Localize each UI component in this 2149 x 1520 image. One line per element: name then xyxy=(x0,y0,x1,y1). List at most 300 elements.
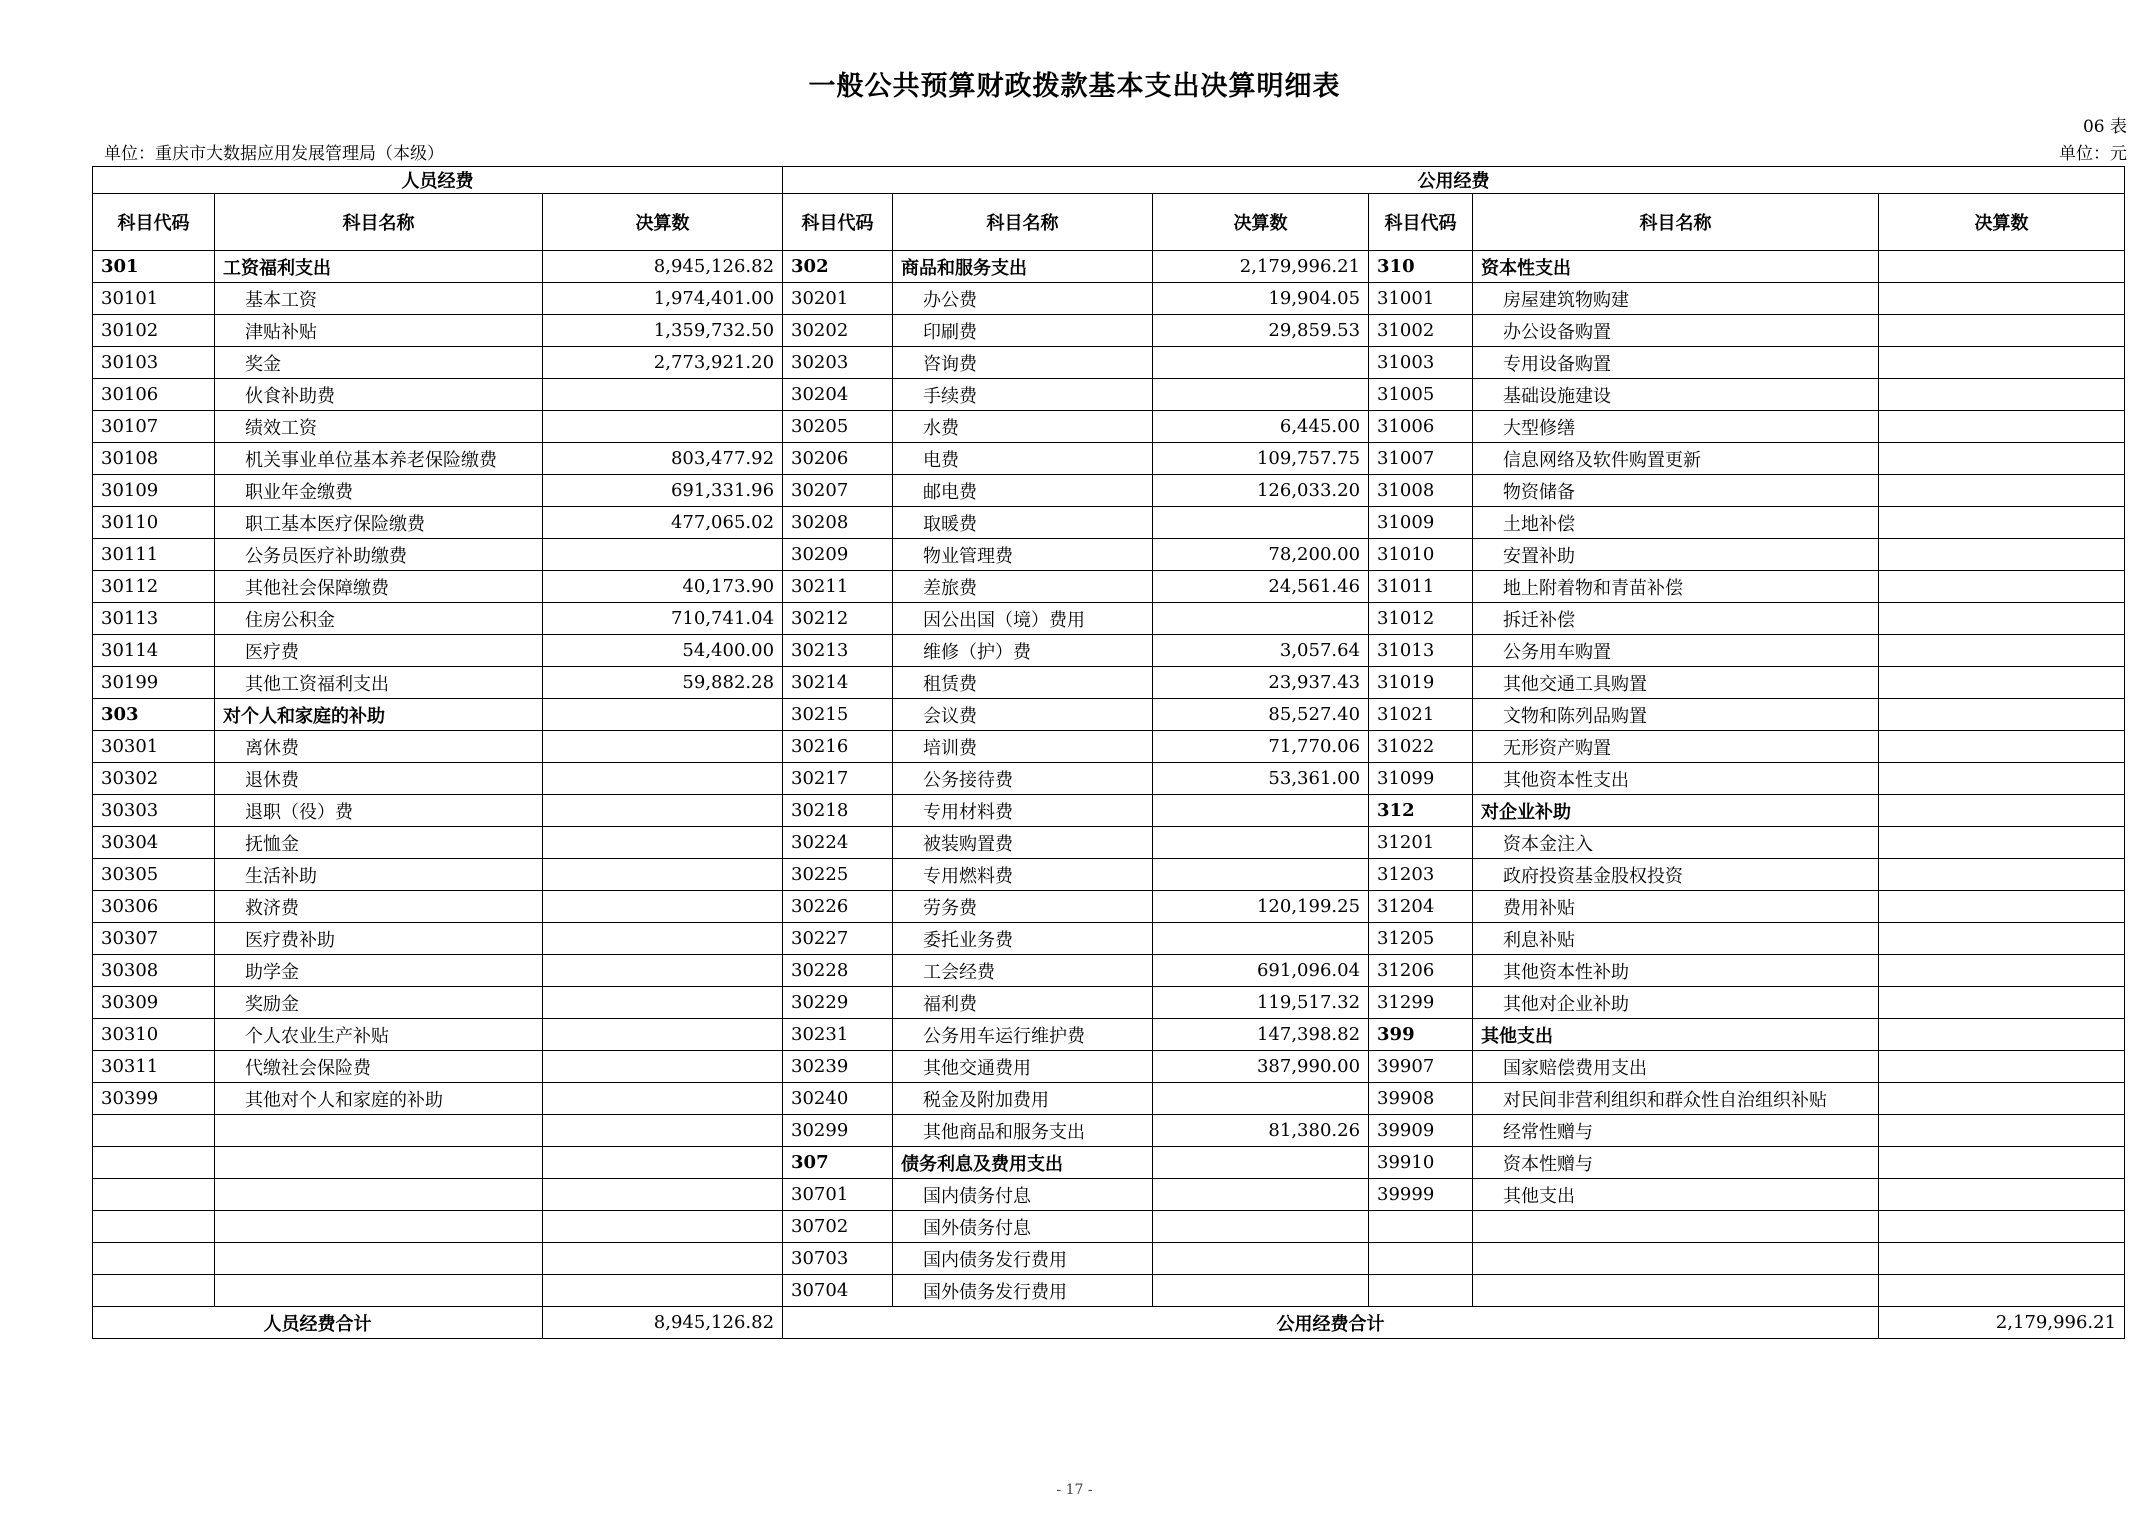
amount xyxy=(1153,1083,1369,1115)
amount: 40,173.90 xyxy=(543,571,783,603)
amount xyxy=(1879,827,2125,859)
subject-name: 房屋建筑物购建 xyxy=(1473,283,1879,315)
table-row xyxy=(93,1051,2125,1083)
subject-name: 其他工资福利支出 xyxy=(215,667,543,699)
subject-code: 30103 xyxy=(93,347,215,379)
table-row xyxy=(93,1115,2125,1147)
column-header-code: 科目代码 xyxy=(783,194,893,251)
amount xyxy=(543,731,783,763)
subject-name: 国外债务付息 xyxy=(893,1211,1153,1243)
table-row xyxy=(93,987,2125,1019)
column-header-code: 科目代码 xyxy=(93,194,215,251)
subject-code: 30204 xyxy=(783,379,893,411)
subject-name: 委托业务费 xyxy=(893,923,1153,955)
subject-name: 奖励金 xyxy=(215,987,543,1019)
subject-name: 福利费 xyxy=(893,987,1153,1019)
subject-code: 30107 xyxy=(93,411,215,443)
amount: 126,033.20 xyxy=(1153,475,1369,507)
subject-name: 抚恤金 xyxy=(215,827,543,859)
subject-name xyxy=(215,1179,543,1211)
table-row xyxy=(93,1083,2125,1115)
amount: 71,770.06 xyxy=(1153,731,1369,763)
page-number: - 17 - xyxy=(1056,1482,1093,1498)
column-header-amount: 决算数 xyxy=(1153,194,1369,251)
amount: 147,398.82 xyxy=(1153,1019,1369,1051)
amount: 8,945,126.82 xyxy=(543,251,783,283)
table-row xyxy=(93,571,2125,603)
subject-code: 30205 xyxy=(783,411,893,443)
amount: 54,400.00 xyxy=(543,635,783,667)
subject-name: 利息补贴 xyxy=(1473,923,1879,955)
subject-code: 31001 xyxy=(1369,283,1473,315)
group-header-personnel: 人员经费 xyxy=(93,167,783,194)
subject-code: 30108 xyxy=(93,443,215,475)
subject-code: 39909 xyxy=(1369,1115,1473,1147)
subject-code: 30112 xyxy=(93,571,215,603)
subject-name: 离休费 xyxy=(215,731,543,763)
subject-code: 30701 xyxy=(783,1179,893,1211)
amount xyxy=(543,763,783,795)
subject-code: 31003 xyxy=(1369,347,1473,379)
subject-name: 地上附着物和青苗补偿 xyxy=(1473,571,1879,603)
amount xyxy=(543,891,783,923)
subject-name: 拆迁补偿 xyxy=(1473,603,1879,635)
amount xyxy=(1879,955,2125,987)
amount xyxy=(1153,1243,1369,1275)
amount xyxy=(1879,699,2125,731)
column-header-amount: 决算数 xyxy=(1879,194,2125,251)
subject-name: 其他对企业补助 xyxy=(1473,987,1879,1019)
subject-code xyxy=(93,1147,215,1179)
subject-code xyxy=(93,1211,215,1243)
amount xyxy=(543,539,783,571)
subject-name: 经常性赠与 xyxy=(1473,1115,1879,1147)
subject-name xyxy=(215,1243,543,1275)
subject-code: 30308 xyxy=(93,955,215,987)
table-row xyxy=(93,635,2125,667)
subject-code: 302 xyxy=(783,251,893,283)
amount xyxy=(1879,379,2125,411)
subject-code: 39999 xyxy=(1369,1179,1473,1211)
subject-code: 399 xyxy=(1369,1019,1473,1051)
amount xyxy=(543,1147,783,1179)
subject-code: 31011 xyxy=(1369,571,1473,603)
table-row xyxy=(93,891,2125,923)
subject-code: 30309 xyxy=(93,987,215,1019)
subject-code: 30226 xyxy=(783,891,893,923)
subject-code: 30201 xyxy=(783,283,893,315)
amount xyxy=(1879,1179,2125,1211)
subject-name: 国内债务发行费用 xyxy=(893,1243,1153,1275)
table-row xyxy=(93,1275,2125,1307)
subject-code: 30207 xyxy=(783,475,893,507)
subject-name: 医疗费补助 xyxy=(215,923,543,955)
subject-code: 31002 xyxy=(1369,315,1473,347)
subject-code: 30228 xyxy=(783,955,893,987)
subject-code: 31022 xyxy=(1369,731,1473,763)
table-row xyxy=(93,251,2125,283)
amount: 119,517.32 xyxy=(1153,987,1369,1019)
subject-name xyxy=(215,1211,543,1243)
subject-name: 住房公积金 xyxy=(215,603,543,635)
subject-name: 资本性支出 xyxy=(1473,251,1879,283)
subject-code: 31099 xyxy=(1369,763,1473,795)
subject-name: 国内债务付息 xyxy=(893,1179,1153,1211)
table-row xyxy=(93,731,2125,763)
table-row xyxy=(93,1019,2125,1051)
amount xyxy=(1879,763,2125,795)
table-row xyxy=(93,411,2125,443)
subject-name: 大型修缮 xyxy=(1473,411,1879,443)
subject-code xyxy=(93,1179,215,1211)
subject-code xyxy=(1369,1275,1473,1307)
amount xyxy=(1153,507,1369,539)
amount xyxy=(1879,443,2125,475)
amount xyxy=(1879,507,2125,539)
table-row xyxy=(93,539,2125,571)
amount: 120,199.25 xyxy=(1153,891,1369,923)
subject-name: 津贴补贴 xyxy=(215,315,543,347)
table-row xyxy=(93,283,2125,315)
subject-name: 费用补贴 xyxy=(1473,891,1879,923)
subject-code: 30199 xyxy=(93,667,215,699)
subject-code xyxy=(93,1275,215,1307)
amount xyxy=(543,987,783,1019)
table-row xyxy=(93,923,2125,955)
amount xyxy=(543,859,783,891)
subject-name: 取暖费 xyxy=(893,507,1153,539)
subject-name: 其他交通费用 xyxy=(893,1051,1153,1083)
subject-name: 信息网络及软件购置更新 xyxy=(1473,443,1879,475)
amount xyxy=(543,1243,783,1275)
subject-code: 30307 xyxy=(93,923,215,955)
amount xyxy=(1153,1179,1369,1211)
amount xyxy=(1879,347,2125,379)
amount xyxy=(1153,1147,1369,1179)
amount xyxy=(1153,603,1369,635)
subject-code: 30299 xyxy=(783,1115,893,1147)
subject-name: 绩效工资 xyxy=(215,411,543,443)
subject-name: 对个人和家庭的补助 xyxy=(215,699,543,731)
subject-code: 31204 xyxy=(1369,891,1473,923)
subject-name: 办公设备购置 xyxy=(1473,315,1879,347)
table-row xyxy=(93,507,2125,539)
subject-name: 商品和服务支出 xyxy=(893,251,1153,283)
subject-code: 31012 xyxy=(1369,603,1473,635)
amount: 59,882.28 xyxy=(543,667,783,699)
amount xyxy=(543,827,783,859)
subject-name: 劳务费 xyxy=(893,891,1153,923)
table-row xyxy=(93,1179,2125,1211)
subject-name: 生活补助 xyxy=(215,859,543,891)
subject-name xyxy=(215,1275,543,1307)
subject-code: 303 xyxy=(93,699,215,731)
amount xyxy=(1879,987,2125,1019)
subject-code: 30304 xyxy=(93,827,215,859)
amount xyxy=(1879,1147,2125,1179)
amount xyxy=(1153,1211,1369,1243)
subject-name: 救济费 xyxy=(215,891,543,923)
subject-name: 公务员医疗补助缴费 xyxy=(215,539,543,571)
subject-name: 资本金注入 xyxy=(1473,827,1879,859)
subject-code: 30216 xyxy=(783,731,893,763)
subject-code: 31201 xyxy=(1369,827,1473,859)
subject-name xyxy=(215,1115,543,1147)
table-row xyxy=(93,1211,2125,1243)
subject-code: 30212 xyxy=(783,603,893,635)
subject-name: 职工基本医疗保险缴费 xyxy=(215,507,543,539)
amount xyxy=(1879,667,2125,699)
subject-name: 伙食补助费 xyxy=(215,379,543,411)
unit-currency: 单位：元 xyxy=(2059,144,2127,164)
subject-code: 30215 xyxy=(783,699,893,731)
table-row xyxy=(93,699,2125,731)
table-row xyxy=(93,827,2125,859)
subject-code: 31021 xyxy=(1369,699,1473,731)
amount: 3,057.64 xyxy=(1153,635,1369,667)
subject-name: 代缴社会保险费 xyxy=(215,1051,543,1083)
subject-code: 30703 xyxy=(783,1243,893,1275)
subject-name: 差旅费 xyxy=(893,571,1153,603)
subject-code: 30310 xyxy=(93,1019,215,1051)
amount xyxy=(543,1275,783,1307)
subject-name: 其他资本性补助 xyxy=(1473,955,1879,987)
table-row xyxy=(93,475,2125,507)
amount xyxy=(543,1083,783,1115)
subject-code: 30306 xyxy=(93,891,215,923)
subject-code xyxy=(1369,1243,1473,1275)
amount xyxy=(1879,635,2125,667)
subject-code: 30109 xyxy=(93,475,215,507)
subject-name: 其他资本性支出 xyxy=(1473,763,1879,795)
subject-name: 其他社会保障缴费 xyxy=(215,571,543,603)
subject-name: 培训费 xyxy=(893,731,1153,763)
amount xyxy=(1153,1275,1369,1307)
subject-code: 310 xyxy=(1369,251,1473,283)
subject-name: 债务利息及费用支出 xyxy=(893,1147,1153,1179)
public-total-label: 公用经费合计 xyxy=(783,1307,1879,1339)
amount xyxy=(1153,795,1369,827)
amount xyxy=(1879,859,2125,891)
amount: 85,527.40 xyxy=(1153,699,1369,731)
subject-name: 其他支出 xyxy=(1473,1019,1879,1051)
subject-code: 30399 xyxy=(93,1083,215,1115)
subject-code: 30217 xyxy=(783,763,893,795)
subject-name: 资本性赠与 xyxy=(1473,1147,1879,1179)
amount: 2,773,921.20 xyxy=(543,347,783,379)
subject-code: 30227 xyxy=(783,923,893,955)
subject-code: 30303 xyxy=(93,795,215,827)
amount: 2,179,996.21 xyxy=(1153,251,1369,283)
subject-name: 退休费 xyxy=(215,763,543,795)
amount: 1,359,732.50 xyxy=(543,315,783,347)
amount xyxy=(543,923,783,955)
amount xyxy=(1879,315,2125,347)
subject-code: 301 xyxy=(93,251,215,283)
subject-code: 31203 xyxy=(1369,859,1473,891)
amount xyxy=(1153,923,1369,955)
subject-code: 30224 xyxy=(783,827,893,859)
subject-name: 其他对个人和家庭的补助 xyxy=(215,1083,543,1115)
subject-name: 专用设备购置 xyxy=(1473,347,1879,379)
amount xyxy=(543,1211,783,1243)
expenditure-table xyxy=(92,166,2125,1339)
subject-name: 工资福利支出 xyxy=(215,251,543,283)
amount: 109,757.75 xyxy=(1153,443,1369,475)
amount xyxy=(543,411,783,443)
subject-code xyxy=(93,1115,215,1147)
subject-name: 职业年金缴费 xyxy=(215,475,543,507)
amount: 29,859.53 xyxy=(1153,315,1369,347)
subject-name: 土地补偿 xyxy=(1473,507,1879,539)
subject-code: 30214 xyxy=(783,667,893,699)
subject-name: 办公费 xyxy=(893,283,1153,315)
subject-code: 31008 xyxy=(1369,475,1473,507)
personnel-total-amount: 8,945,126.82 xyxy=(543,1307,783,1339)
subject-code: 30102 xyxy=(93,315,215,347)
subject-code: 31013 xyxy=(1369,635,1473,667)
subject-code: 31019 xyxy=(1369,667,1473,699)
amount xyxy=(1879,923,2125,955)
subject-name: 专用材料费 xyxy=(893,795,1153,827)
subject-code: 30229 xyxy=(783,987,893,1019)
subject-code: 30106 xyxy=(93,379,215,411)
subject-name: 政府投资基金股权投资 xyxy=(1473,859,1879,891)
amount: 53,361.00 xyxy=(1153,763,1369,795)
subject-code: 31010 xyxy=(1369,539,1473,571)
subject-name: 手续费 xyxy=(893,379,1153,411)
subject-code xyxy=(1369,1211,1473,1243)
public-total-amount: 2,179,996.21 xyxy=(1879,1307,2125,1339)
subject-name: 基本工资 xyxy=(215,283,543,315)
table-row xyxy=(93,1147,2125,1179)
subject-name: 公务接待费 xyxy=(893,763,1153,795)
amount xyxy=(1879,571,2125,603)
group-header-public: 公用经费 xyxy=(783,167,2125,194)
table-row xyxy=(93,859,2125,891)
subject-code: 30704 xyxy=(783,1275,893,1307)
subject-name: 其他交通工具购置 xyxy=(1473,667,1879,699)
subject-name: 租赁费 xyxy=(893,667,1153,699)
subject-code: 30114 xyxy=(93,635,215,667)
personnel-total-label: 人员经费合计 xyxy=(93,1307,543,1339)
subject-name xyxy=(215,1147,543,1179)
column-header-name: 科目名称 xyxy=(1473,194,1879,251)
subject-code: 30213 xyxy=(783,635,893,667)
table-row xyxy=(93,955,2125,987)
subject-code: 30111 xyxy=(93,539,215,571)
subject-name: 对民间非营利组织和群众性自治组织补贴 xyxy=(1473,1083,1879,1115)
subject-name xyxy=(1473,1243,1879,1275)
amount xyxy=(543,795,783,827)
subject-code: 30239 xyxy=(783,1051,893,1083)
subject-code: 30231 xyxy=(783,1019,893,1051)
subject-name: 文物和陈列品购置 xyxy=(1473,699,1879,731)
subject-name: 其他支出 xyxy=(1473,1179,1879,1211)
subject-name: 安置补助 xyxy=(1473,539,1879,571)
subject-code: 30218 xyxy=(783,795,893,827)
subject-code: 30206 xyxy=(783,443,893,475)
subject-name: 个人农业生产补贴 xyxy=(215,1019,543,1051)
subject-code: 307 xyxy=(783,1147,893,1179)
amount: 24,561.46 xyxy=(1153,571,1369,603)
amount xyxy=(1153,827,1369,859)
subject-name: 电费 xyxy=(893,443,1153,475)
amount xyxy=(543,1179,783,1211)
amount xyxy=(1879,1243,2125,1275)
subject-name xyxy=(1473,1275,1879,1307)
amount: 78,200.00 xyxy=(1153,539,1369,571)
table-row xyxy=(93,795,2125,827)
amount xyxy=(1879,603,2125,635)
amount: 691,331.96 xyxy=(543,475,783,507)
subject-name: 公务用车购置 xyxy=(1473,635,1879,667)
amount xyxy=(1879,251,2125,283)
amount xyxy=(1879,795,2125,827)
amount xyxy=(1879,475,2125,507)
column-header-amount: 决算数 xyxy=(543,194,783,251)
amount xyxy=(1879,731,2125,763)
table-row xyxy=(93,315,2125,347)
amount: 23,937.43 xyxy=(1153,667,1369,699)
subject-name: 物资储备 xyxy=(1473,475,1879,507)
subject-code: 30203 xyxy=(783,347,893,379)
amount xyxy=(543,955,783,987)
subject-name: 会议费 xyxy=(893,699,1153,731)
subject-code: 30101 xyxy=(93,283,215,315)
subject-name: 其他商品和服务支出 xyxy=(893,1115,1153,1147)
subject-code: 30302 xyxy=(93,763,215,795)
table-row xyxy=(93,667,2125,699)
subject-code: 30113 xyxy=(93,603,215,635)
amount: 710,741.04 xyxy=(543,603,783,635)
subject-code: 31006 xyxy=(1369,411,1473,443)
subject-code: 30208 xyxy=(783,507,893,539)
subject-name: 被装购置费 xyxy=(893,827,1153,859)
amount xyxy=(1153,859,1369,891)
subject-code: 30211 xyxy=(783,571,893,603)
subject-name: 维修（护）费 xyxy=(893,635,1153,667)
amount: 477,065.02 xyxy=(543,507,783,539)
subject-code: 30702 xyxy=(783,1211,893,1243)
subject-name: 印刷费 xyxy=(893,315,1153,347)
subject-code: 31205 xyxy=(1369,923,1473,955)
subject-code: 39910 xyxy=(1369,1147,1473,1179)
table-row xyxy=(93,379,2125,411)
page-title: 一般公共预算财政拨款基本支出决算明细表 xyxy=(808,71,1341,102)
amount: 19,904.05 xyxy=(1153,283,1369,315)
table-row xyxy=(93,1243,2125,1275)
amount xyxy=(1879,283,2125,315)
table-row xyxy=(93,443,2125,475)
subject-code: 30311 xyxy=(93,1051,215,1083)
amount: 691,096.04 xyxy=(1153,955,1369,987)
amount: 81,380.26 xyxy=(1153,1115,1369,1147)
amount xyxy=(543,1051,783,1083)
unit-organization: 单位：重庆市大数据应用发展管理局（本级） xyxy=(104,144,444,164)
amount xyxy=(1153,379,1369,411)
amount xyxy=(1879,1211,2125,1243)
subject-code: 30202 xyxy=(783,315,893,347)
amount xyxy=(1153,347,1369,379)
amount: 1,974,401.00 xyxy=(543,283,783,315)
table-row xyxy=(93,763,2125,795)
subject-code: 31009 xyxy=(1369,507,1473,539)
column-header-name: 科目名称 xyxy=(215,194,543,251)
amount xyxy=(1879,1275,2125,1307)
amount xyxy=(1879,1083,2125,1115)
subject-code: 30301 xyxy=(93,731,215,763)
